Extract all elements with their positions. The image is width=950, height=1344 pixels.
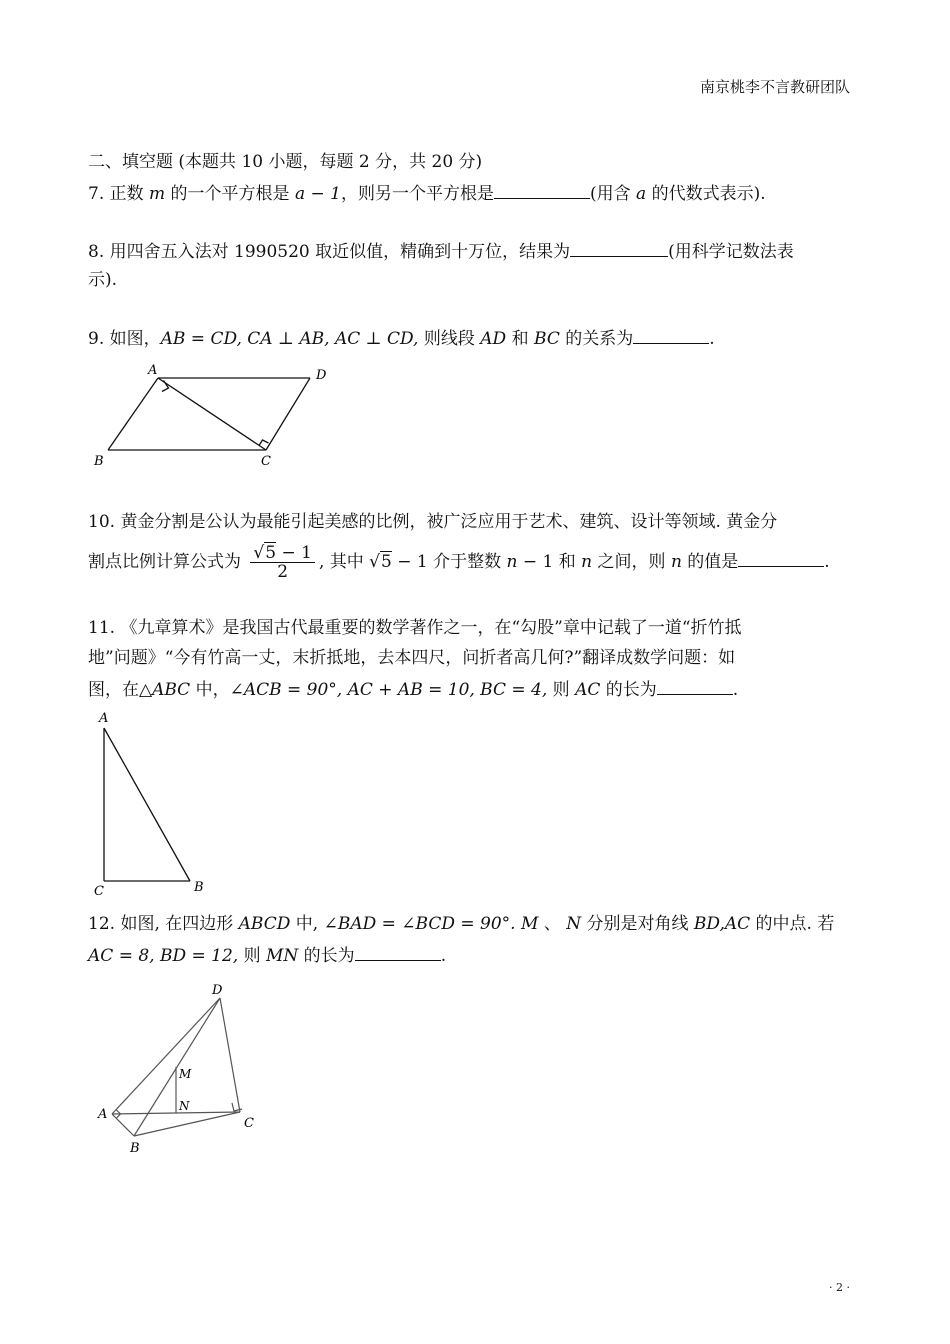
golden-ratio-fraction: $\frac{√5 - 1}{2}$ — [250, 544, 315, 581]
diagonal-ac — [158, 378, 266, 450]
edge-dc — [220, 998, 240, 1112]
figure-q9 — [88, 362, 348, 472]
label-c: C — [261, 454, 271, 469]
right-angle-a — [162, 381, 169, 392]
label-c: C — [94, 884, 104, 898]
question-12-line1: 12. 如图, 在四边形 ABCD 中, ∠BAD = ∠BCD = 90°. M 、 N 分别是对角线 BD,AC 的中点. 若 — [88, 914, 835, 934]
label-d: D — [316, 368, 327, 383]
edge-bc — [134, 1112, 240, 1136]
label-c: C — [244, 1116, 254, 1131]
figure-q11 — [88, 706, 228, 898]
question-11-line1: 11. 《九章算术》是我国古代最重要的数学著作之一，在“勾股”章中记载了一道“折竹抵 — [88, 618, 742, 638]
label-d: D — [212, 983, 223, 998]
right-angle-c — [259, 440, 269, 446]
question-12-line2: AC = 8, BD = 12, 则 MN 的长为 . — [88, 940, 868, 970]
question-9: 9. 如图，AB = CD, CA ⊥ AB, AC ⊥ CD, 则线段 AD 和 BC 的关系为 . — [88, 323, 868, 353]
label-n: N — [179, 1099, 190, 1113]
right-angle-c — [232, 1103, 242, 1111]
page-number: · 2 · — [829, 1281, 850, 1294]
edge-cd — [266, 378, 310, 450]
answer-blank-10[interactable] — [738, 546, 824, 567]
answer-blank-9[interactable] — [633, 323, 709, 344]
answer-blank-8[interactable] — [570, 236, 668, 257]
label-b: B — [94, 454, 104, 469]
question-8-line1: 8. 用四舍五入法对 1990520 取近似值，精确到十万位，结果为 (用科学记数法表 — [88, 236, 868, 266]
label-a: A — [148, 363, 158, 378]
answer-blank-11[interactable] — [657, 674, 733, 695]
question-10-line1: 10. 黄金分割是公认为最能引起美感的比例，被广泛应用于艺术、建筑、设计等领域. 黄金分 — [88, 512, 778, 532]
edge-ab — [104, 728, 190, 881]
question-7: 7. 正数 m 的一个平方根是 a − 1，则另一个平方根是 (用含 a 的代数式表示). — [88, 178, 868, 208]
section-title: 二、填空题 (本题共 10 小题，每题 2 分，共 20 分) — [88, 152, 483, 172]
label-a: A — [99, 711, 109, 726]
question-10-line2: 割点比例计算公式为 $\frac{√5 - 1}{2}$ , 其中 √5 − 1 介于整数 n − 1 和 n 之间，则 n 的值是 . — [88, 543, 830, 582]
answer-blank-7[interactable] — [494, 178, 590, 199]
question-8-line2: 示). — [88, 270, 118, 290]
answer-blank-12[interactable] — [355, 940, 441, 961]
figure-q12 — [88, 978, 278, 1158]
edge-da — [112, 998, 220, 1114]
edge-ab — [112, 1114, 134, 1136]
label-a: A — [98, 1107, 108, 1122]
label-b: B — [130, 1141, 140, 1156]
question-11-line3: 图，在△ABC 中，∠ACB = 90°, AC + AB = 10, BC = 4, 则 AC 的长为 . — [88, 674, 868, 704]
diagonal-bd — [134, 998, 220, 1136]
label-m: M — [179, 1067, 192, 1081]
header-team: 南京桃李不言教研团队 — [699, 78, 850, 96]
edge-ab — [108, 378, 158, 450]
label-b: B — [194, 880, 204, 895]
question-11-line2: 地”问题》“今有竹高一丈，末折抵地，去本四尺，问折者高几何?”翻译成数学问题：如 — [88, 648, 736, 668]
